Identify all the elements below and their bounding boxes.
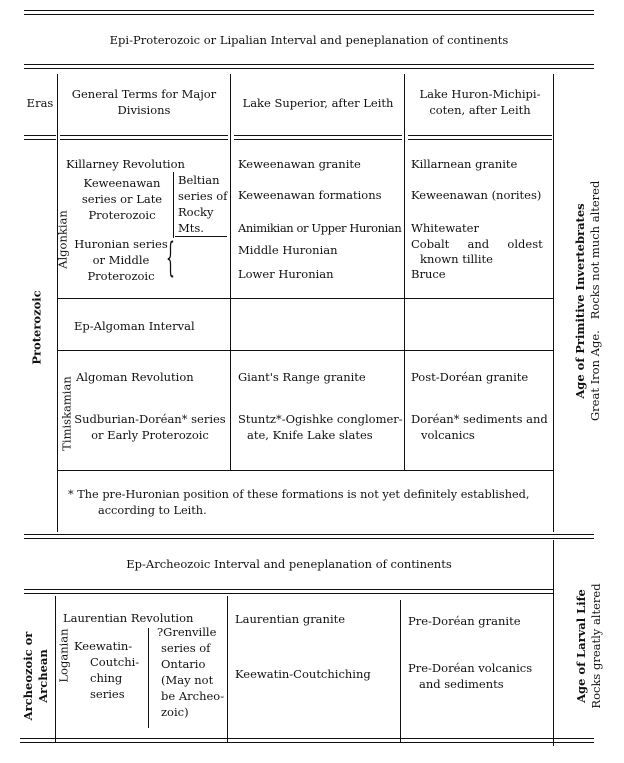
col-line-superior-archeozoic	[400, 600, 401, 742]
superior-keweenawan-granite: Keweenawan granite	[238, 157, 361, 171]
sudburian-line-2: or Early Proterozoic	[91, 428, 209, 442]
mid-double-rule-1	[24, 534, 594, 539]
rule-below-ep-algoman	[58, 350, 553, 351]
laurentian-revolution: Laurentian Revolution	[63, 611, 194, 625]
superior-lower-huronian: Lower Huronian	[238, 267, 334, 281]
superior-laurentian-granite: Laurentian granite	[235, 612, 346, 626]
keweenawan-line-1: Keweenawan	[83, 176, 161, 190]
huronian-line-3: Proterozoic	[87, 269, 155, 283]
beltian-line-3: Rocky	[178, 205, 214, 219]
superior-animikian: Animikian or Upper Huronian	[238, 221, 402, 235]
beltian-line-4: Mts.	[178, 221, 204, 235]
huron-whitewater: Whitewater	[411, 221, 479, 235]
header-lake-superior: Lake Superior, after Leith	[242, 96, 394, 110]
header-bottom-rule-eras	[24, 135, 56, 140]
col-line-superior	[404, 74, 405, 470]
header-bottom-rule-general	[60, 135, 228, 140]
col-line-eras	[57, 74, 58, 532]
doreen-line-1: Doréan* sediments and	[411, 412, 548, 426]
huronian-line-2: or Middle	[92, 253, 150, 267]
huron-bruce: Bruce	[411, 267, 446, 281]
header-general-line-2: Divisions	[117, 103, 171, 117]
interval-ep-archeozoic: Ep-Archeozoic Interval and peneplanation of continents	[126, 557, 452, 571]
superior-giants-range-granite: Giant's Range granite	[238, 370, 366, 384]
footnote-line-2: according to Leith.	[98, 504, 207, 517]
beltian-divider	[173, 172, 174, 238]
keewatin-coutchiching-series	[74, 638, 139, 702]
col-line-huron	[553, 74, 554, 532]
header-general-terms	[58, 86, 230, 118]
header-eras: Eras	[26, 96, 54, 110]
huron-cobalt: Cobalt and oldest	[411, 237, 543, 251]
huronian-brace: {	[166, 235, 175, 281]
col-line-huron-archeozoic-top	[553, 540, 554, 746]
keweenawan-line-2: series or Late	[81, 192, 163, 206]
huronian-line-1: Huronian series	[74, 237, 168, 251]
era-archeozoic-line-2: Archean	[36, 649, 50, 703]
grenville-series	[157, 624, 224, 720]
keewatin-line-3: ching	[90, 671, 123, 685]
top-double-rule	[24, 10, 594, 15]
sudburian-line-1: Sudburian-Doréan* series	[74, 412, 226, 426]
huron-post-doreen-granite: Post-Doréan granite	[411, 370, 529, 384]
age-proterozoic-line-2: Great Iron Age. Rocks not much altered	[588, 180, 602, 421]
stuntz-line-2: ate, Knife Lake slates	[247, 428, 373, 442]
header-bottom-rule-huron	[408, 135, 552, 140]
keweenawan-line-3: Proterozoic	[88, 208, 156, 222]
beltian-underline	[175, 236, 227, 237]
era-archeozoic	[21, 626, 51, 726]
grenville-divider	[148, 628, 149, 728]
rule-above-footnote	[58, 470, 553, 471]
algoman-revolution: Algoman Revolution	[76, 370, 194, 384]
huron-doreen-sediments	[411, 411, 548, 443]
age-larval-life	[574, 581, 604, 711]
interval-epi-proterozoic: Epi-Proterozoic or Lipalian Interval and peneplanation of continents	[109, 33, 509, 47]
era-proterozoic: Proterozoic	[29, 290, 44, 365]
col-line-general	[230, 74, 231, 470]
age-primitive-invertebrates	[573, 181, 603, 421]
footnote	[68, 487, 530, 519]
age-archeozoic-line-1: Age of Larval Life	[574, 589, 588, 703]
grenville-line-2: series of	[161, 641, 211, 655]
superior-stuntz-ogishke	[238, 411, 403, 443]
label-algonkian: Algonkian	[55, 210, 70, 269]
superior-keweenawan-formations: Keweenawan formations	[238, 188, 382, 202]
huron-known-tillite: known tillite	[420, 252, 493, 266]
grenville-line-5: be Archeo-	[161, 689, 225, 703]
header-huron-line-1: Lake Huron-Michipi-	[419, 87, 541, 101]
grenville-line-1: ?Grenville	[157, 625, 217, 639]
header-bottom-rule-superior	[234, 135, 402, 140]
grenville-line-6: zoic)	[161, 705, 189, 719]
beltian-line-2: series of	[178, 189, 228, 203]
beltian-series	[178, 172, 227, 236]
header-general-line-1: General Terms for Major	[71, 87, 217, 101]
stuntz-line-1: Stuntz*-Ogishke conglomer-	[238, 412, 403, 426]
mid-double-rule-2	[24, 589, 554, 594]
huron-keweenawan-norites: Keweenawan (norites)	[411, 188, 542, 202]
bottom-double-rule	[20, 738, 594, 743]
ep-algoman-interval: Ep-Algoman Interval	[74, 319, 195, 333]
footnote-line-1: * The pre-Huronian position of these formations is not yet definitely established,	[68, 488, 530, 501]
huron-killarnean-granite: Killarnean granite	[411, 157, 518, 171]
superior-middle-huronian: Middle Huronian	[238, 243, 338, 257]
pre-doreen-line-2: and sediments	[419, 677, 504, 691]
huronian-series	[72, 236, 170, 284]
col-line-general-archeozoic	[227, 596, 228, 742]
keewatin-line-2: Coutchi-	[90, 655, 140, 669]
beltian-line-1: Beltian	[178, 173, 220, 187]
header-top-double-rule	[24, 64, 594, 69]
header-lake-huron	[406, 86, 554, 118]
huron-pre-doreen-granite: Pre-Doréan granite	[408, 614, 521, 628]
era-archeozoic-line-1: Archeozoic or	[21, 631, 35, 721]
keweenawan-series	[74, 175, 170, 223]
superior-keewatin-coutchiching: Keewatin-Coutchiching	[235, 667, 371, 681]
keewatin-line-4: series	[90, 687, 125, 701]
sudburian-doreen-series	[72, 411, 228, 443]
doreen-line-2: volcanics	[421, 428, 475, 442]
grenville-line-3: Ontario	[161, 657, 206, 671]
grenville-line-4: (May not	[161, 673, 214, 687]
rule-below-algonkian	[58, 298, 553, 299]
header-huron-line-2: coten, after Leith	[429, 103, 531, 117]
age-archeozoic-line-2: Rocks greatly altered	[589, 583, 603, 709]
keewatin-line-1: Keewatin-	[74, 639, 133, 653]
huron-pre-doreen-volcanics	[408, 660, 532, 692]
label-loganian: Loganian	[56, 628, 71, 683]
label-timiskamian: Timiskamian	[59, 376, 74, 451]
age-proterozoic-line-1: Age of Primitive Invertebrates	[573, 203, 587, 399]
killarney-revolution: Killarney Revolution	[66, 157, 185, 171]
pre-doreen-line-1: Pre-Doréan volcanics	[408, 661, 533, 675]
